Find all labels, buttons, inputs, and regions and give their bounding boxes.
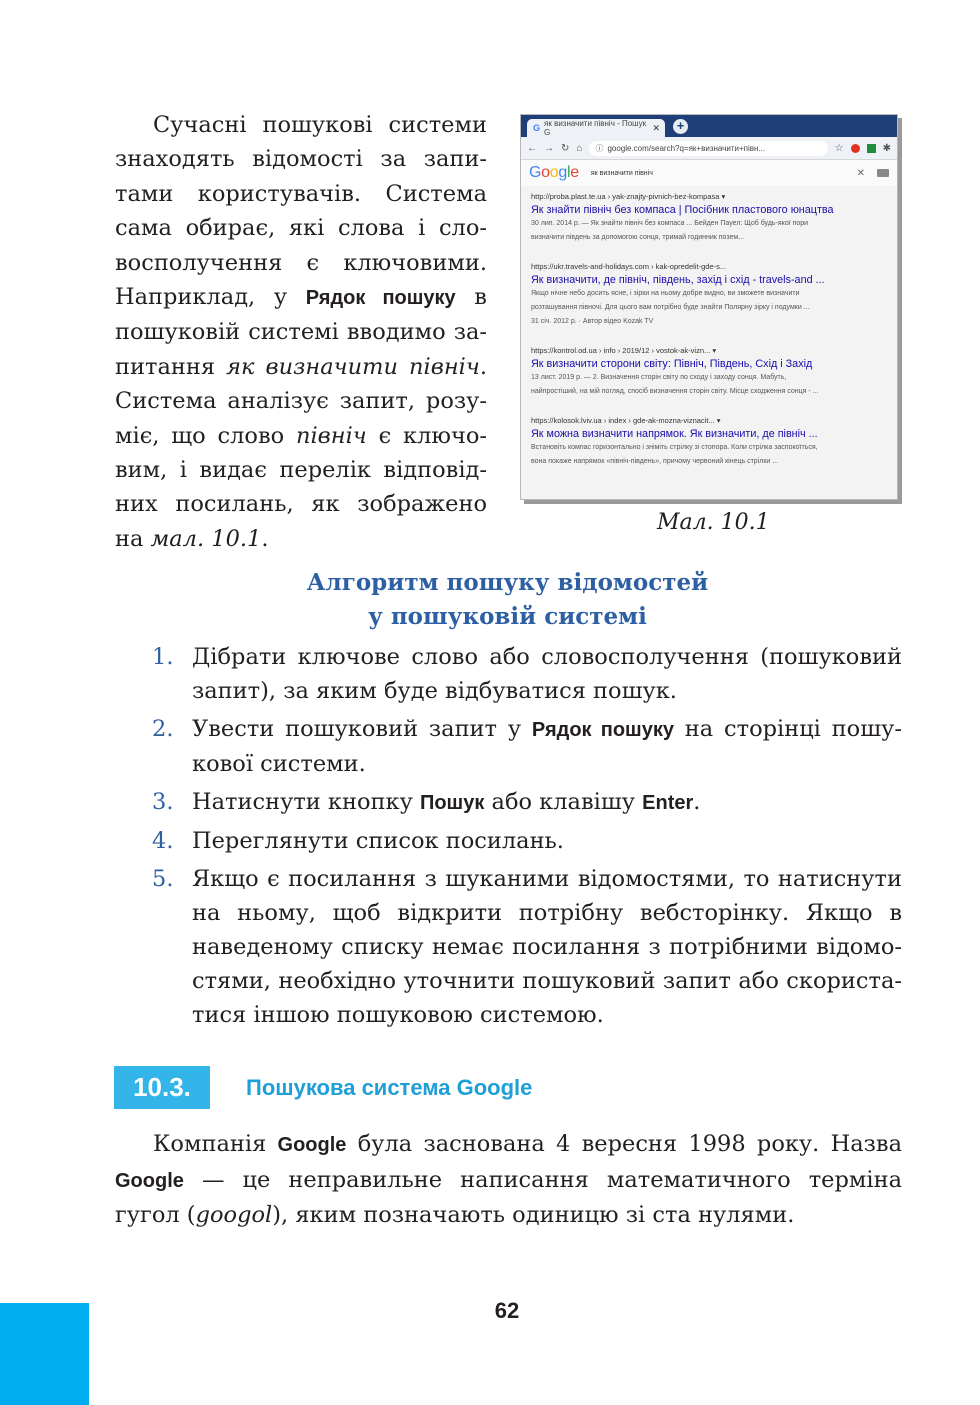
step-number: 4. bbox=[152, 828, 174, 854]
close-tab-icon[interactable]: ✕ bbox=[652, 122, 660, 133]
google-logo-letter: G bbox=[529, 164, 542, 181]
algorithm-title-line-1: Алгоритм пошуку відомостей bbox=[306, 569, 709, 596]
google-text-2: була заснована 4 вересня 1998 року. Назва bbox=[346, 1131, 902, 1157]
result-title-link[interactable]: Як визначити сторони світу: Північ, Південь, Схід і Захід bbox=[531, 358, 813, 370]
google-logo-letter: g bbox=[558, 164, 567, 181]
address-bar[interactable] bbox=[589, 141, 827, 156]
forward-arrow-icon[interactable]: → bbox=[544, 142, 554, 154]
step-text: або клавішу bbox=[484, 789, 643, 815]
section-number-badge: 10.3. bbox=[114, 1066, 210, 1109]
browser-toolbar bbox=[521, 137, 897, 160]
step-text: Якщо є посилання з шуканими відомостями, то натиснути на ньому, щоб відкрити потрібну вебсторінку. Якщо в наведеному списку немає посилання з потрібними відомостями, необхідно уточнити пошуковий запит або скористатися іншою пошуковою системою. bbox=[192, 866, 902, 1028]
intro-text-1: Сучасні пошукові системи знаходять відомості за запитами користувачів. Система сама обирає, які слова і словосполучення є ключовими. Наприклад, у bbox=[115, 112, 487, 311]
opera-extension-icon[interactable] bbox=[851, 144, 860, 153]
search-result bbox=[531, 346, 887, 398]
result-url[interactable]: https://kontrol.od.ua › info › 2019/12 › vostok-ak-vizn... ▾ bbox=[531, 346, 717, 355]
result-snippet-line: 31 січ. 2012 р. · Автор відео Kozak TV bbox=[531, 318, 654, 325]
keyboard-icon[interactable] bbox=[877, 169, 889, 177]
result-url[interactable]: https://kolosok.lviv.ua › index › gde-ak-mozna-viznacit... ▾ bbox=[531, 416, 721, 425]
back-arrow-icon[interactable]: ← bbox=[527, 142, 537, 154]
step-text: Переглянути список посилань. bbox=[192, 828, 564, 854]
page-corner-tab bbox=[0, 1303, 89, 1405]
algorithm-step bbox=[152, 640, 902, 708]
google-term-2: Google bbox=[115, 1169, 184, 1192]
step-text: на сторінці пошукової системи. bbox=[192, 716, 902, 777]
reload-icon[interactable]: ↻ bbox=[561, 142, 570, 154]
google-favicon-icon: G bbox=[533, 123, 541, 133]
step-text: Дібрати ключове слово або словосполучення (пошуковий запит), за яким буде відбуватися пошук. bbox=[192, 644, 902, 704]
home-icon[interactable]: ⌂ bbox=[576, 142, 583, 154]
result-title-link[interactable]: Як визначити, де північ, південь, захід і схід - travels-and ... bbox=[531, 274, 825, 286]
result-snippet-line: найпростіший, на мій погляд, спосіб визначення сторін світу. Місце сходження сонця - ... bbox=[531, 388, 819, 395]
intro-text-2: в пошуковій системі вводимо запитання bbox=[115, 284, 487, 380]
browser-tab[interactable] bbox=[527, 119, 665, 137]
browser-screenshot bbox=[520, 114, 898, 500]
step-number: 2. bbox=[152, 716, 174, 742]
google-text-4: ), яким позначають одиницю зі ста нулями. bbox=[272, 1202, 795, 1228]
result-title-link[interactable]: Як знайти північ без компаса | Посібник пластового юнацтва bbox=[531, 204, 834, 216]
figure-caption: Мал. 10.1 bbox=[657, 510, 770, 535]
search-result bbox=[531, 416, 887, 468]
result-title-link[interactable]: Як можна визначити напрямок. Як визначити, де північ ... bbox=[531, 428, 818, 440]
step-number: 3. bbox=[152, 789, 174, 815]
page-number: 62 bbox=[494, 1298, 520, 1323]
google-logo-letter: l bbox=[566, 164, 571, 181]
keyword-example: північ bbox=[296, 422, 367, 449]
intro-text-4: є ключовим, і видає перелік відповідних посилань, як зображено на bbox=[115, 422, 487, 552]
google-logo-letter: o bbox=[549, 164, 559, 181]
query-example: як визначити північ bbox=[226, 353, 480, 380]
star-icon[interactable]: ☆ bbox=[834, 142, 844, 154]
result-snippet-line: 30 лип. 2014 р. — Як знайти північ без компаса ... Бейден Пауел: Щоб будь-якої пори bbox=[531, 220, 809, 227]
info-icon: ⓘ bbox=[595, 143, 604, 153]
search-result bbox=[531, 192, 887, 244]
algorithm-step bbox=[152, 862, 902, 1032]
googol-term: googol bbox=[195, 1202, 273, 1228]
algorithm-step bbox=[152, 824, 902, 858]
search-bar-term: Рядок пошуку bbox=[305, 287, 456, 310]
google-logo bbox=[529, 164, 579, 182]
intro-paragraph bbox=[115, 108, 487, 556]
result-url[interactable]: http://proba.plast.te.ua › yak-znajty-pivnich-bez-kompasa ▾ bbox=[531, 192, 726, 201]
step-number: 1. bbox=[152, 644, 174, 670]
step-text: Увести пошуковий запит у bbox=[192, 716, 532, 742]
result-snippet-line: Якщо нічне небо досить ясне, і зірки на ньому добре видно, ви зможете визначити bbox=[531, 290, 800, 297]
puzzle-extension-icon[interactable]: ✱ bbox=[882, 142, 891, 154]
algorithm-step bbox=[152, 785, 902, 820]
step-text: Натиснути кнопку bbox=[192, 789, 420, 815]
result-snippet-line: 13 лист. 2019 р. — 2. Визначення сторін світу по сходу і заходу сонця. Мабуть, bbox=[531, 374, 787, 381]
tab-title: як визначити північ - Пошук G bbox=[544, 119, 647, 137]
algorithm-title bbox=[115, 566, 900, 634]
google-search-row bbox=[521, 160, 897, 186]
address-url: google.com/search?q=як+визначити+півн... bbox=[607, 143, 766, 153]
result-snippet-line: визначити південь за допомогою сонця, тримай годинник позем... bbox=[531, 234, 745, 241]
result-snippet-line: Встановіть компас горизонтально і зніміть стрілку зі стопора. Коли стрілка заспокоїться, bbox=[531, 444, 818, 451]
algorithm-step bbox=[152, 712, 902, 781]
intro-text-5: . bbox=[261, 525, 269, 552]
green-extension-icon[interactable] bbox=[867, 144, 876, 153]
figure-reference: мал. 10.1 bbox=[150, 525, 262, 552]
result-snippet-line: вона покаже напрямок «північ-південь», причому червоний кінець стрілки ... bbox=[531, 458, 779, 465]
step-text: . bbox=[693, 789, 701, 815]
result-snippet-line: розташування півночі. Для цього вам потрібно буде знайти Полярну зірку і подумки ... bbox=[531, 304, 810, 311]
algorithm-steps bbox=[152, 640, 902, 1036]
google-term-1: Google bbox=[277, 1134, 347, 1156]
step-term: Пошук bbox=[419, 792, 485, 814]
search-result bbox=[531, 262, 887, 328]
google-text-3: — це неправильне написання математичного терміна гугол ( bbox=[115, 1166, 902, 1228]
step-term: Рядок пошуку bbox=[531, 719, 674, 741]
clear-search-icon[interactable]: ✕ bbox=[856, 167, 865, 179]
google-text-1: Компанія bbox=[153, 1131, 278, 1157]
section-title: Пошукова система Google bbox=[246, 1075, 533, 1100]
new-tab-icon[interactable]: + bbox=[673, 119, 688, 134]
search-query-input[interactable]: як визначити північ bbox=[590, 169, 653, 177]
google-logo-letter: o bbox=[541, 164, 550, 181]
algorithm-title-line-2: у пошуковій системі bbox=[368, 603, 647, 630]
step-number: 5. bbox=[152, 866, 174, 892]
intro-text-3: . Система аналізує запит, розуміє, що слово bbox=[115, 353, 488, 449]
google-paragraph bbox=[115, 1127, 902, 1233]
step-term: Enter bbox=[642, 792, 694, 814]
result-url[interactable]: https://ukr.travels-and-holidays.com › kak-opredelit-gde-s... bbox=[531, 262, 727, 271]
browser-tab-bar bbox=[521, 115, 897, 137]
google-logo-letter: e bbox=[570, 164, 579, 181]
search-results bbox=[521, 192, 897, 468]
